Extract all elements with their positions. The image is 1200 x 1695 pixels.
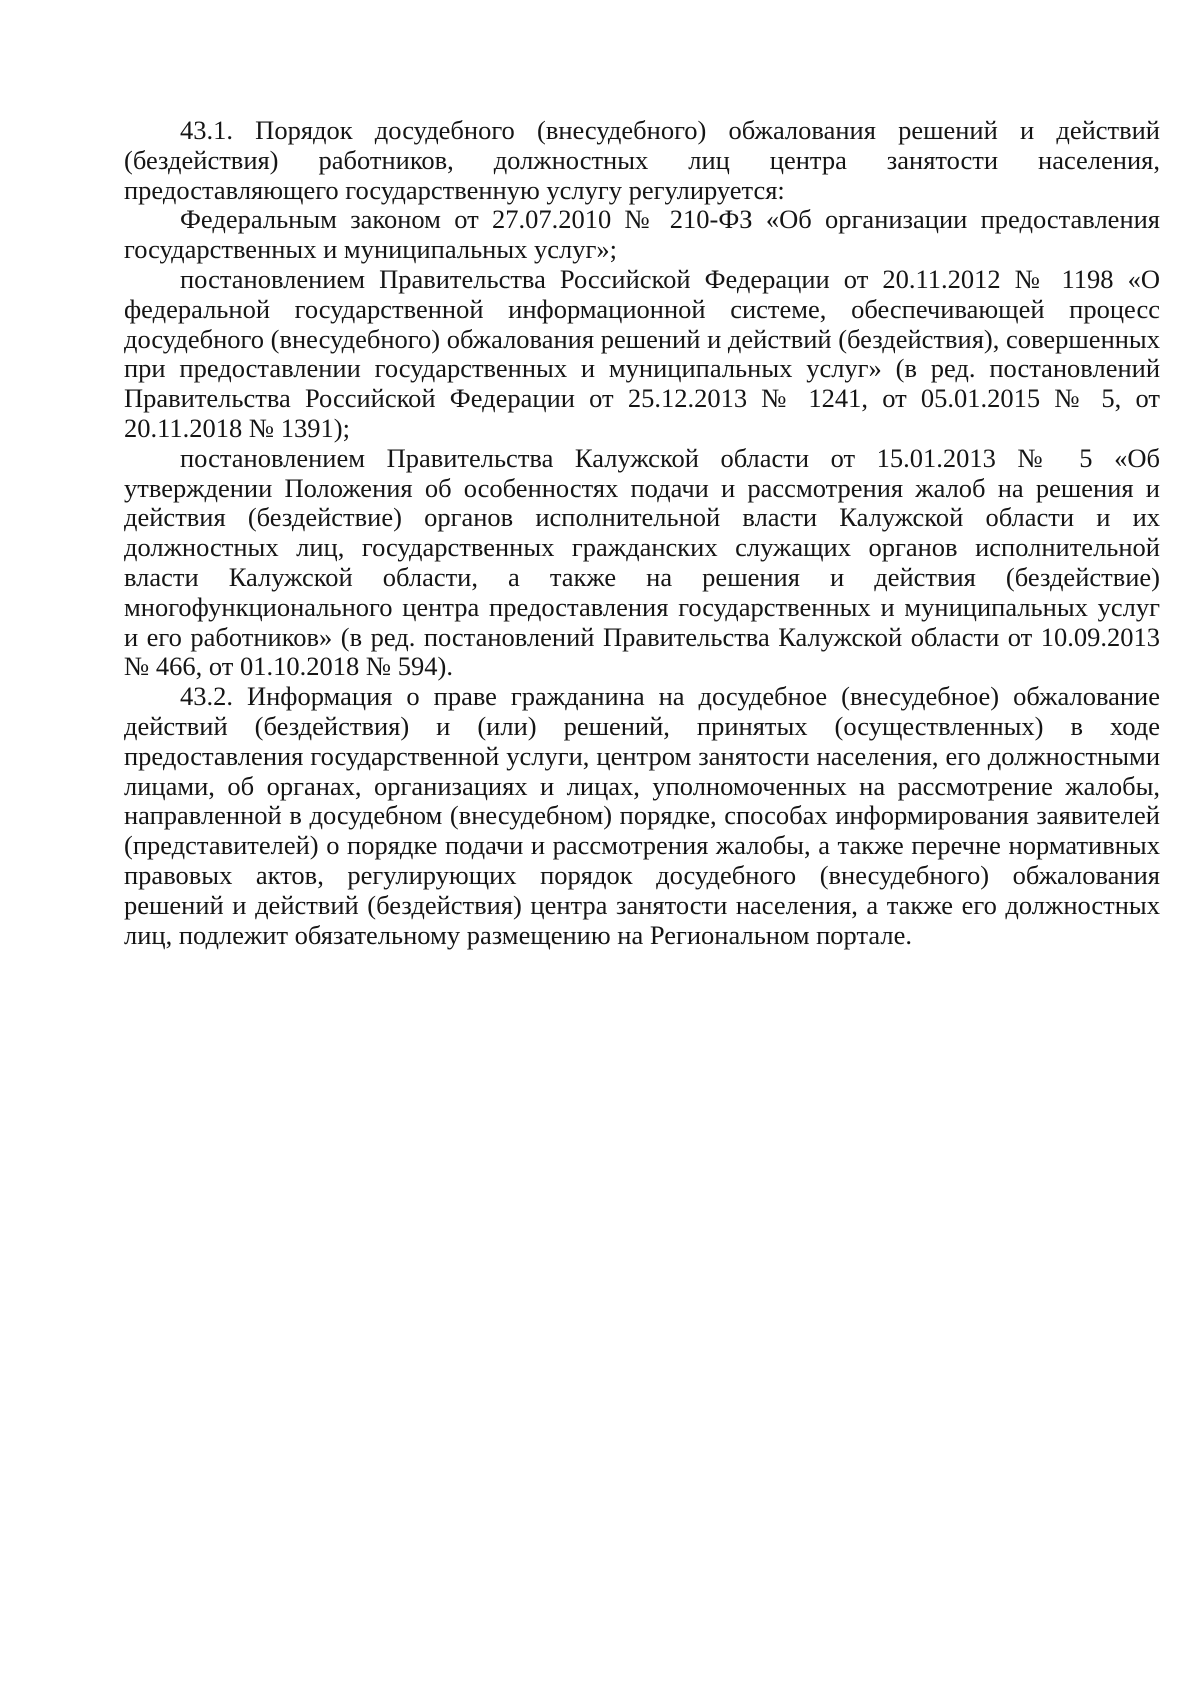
paragraph-kaluga-government-resolution: постановлением Правительства Калужской области от 15.01.2013 № 5 «Об утверждении Положения об особенностях подачи и рассмотрения жалоб на решения и действия (бездействие) органов исполнительной власти Калужской области и их должностных лиц, государственных гражданских служащих органов исполнительной власти Калужской области, а также на решения и действия (бездействие) многофункционального центра предоставления государственных и муниципальных услуг и его работников» (в ред. постановлений Правительства Калужской области от 10.09.2013 № 466, от 01.10.2018 № 594). — [124, 442, 1160, 682]
paragraph-43-2: 43.2. Информация о праве гражданина на досудебное (внесудебное) обжалование действий (бездействия) и (или) решений, принятых (осуществленных) в ходе предоставления государственной услуги, центром занятости населения, его должностными лицами, об органах, организациях и лицах, уполномоченных на рассмотрение жалобы, направленной в досудебном (внесудебном) порядке, способах информирования заявителей (представителей) о порядке подачи и рассмотрения жалобы, а также перечне нормативных правовых актов, регулирующих порядок досудебного (внесудебного) обжалования решений и действий (бездействия) центра занятости населения, а также его должностных лиц, подлежит обязательному размещению на Региональном портале. — [124, 681, 1160, 950]
paragraph-rf-government-resolution: постановлением Правительства Российской Федерации от 20.11.2012 № 1198 «О федеральной государственной информационной системе, обеспечивающей процесс досудебного (внесудебного) обжалования решений и действий (бездействия), совершенных при предоставлении государственных и муниципальных услуг» (в ред. постановлений Правительства Российской Федерации от 25.12.2013 № 1241, от 05.01.2015 № 5, от 20.11.2018 № 1391); — [124, 263, 1160, 443]
paragraph-federal-law: Федеральным законом от 27.07.2010 № 210-ФЗ «Об организации предоставления государственных и муниципальных услуг»; — [124, 204, 1160, 265]
paragraph-43-1: 43.1. Порядок досудебного (внесудебного) обжалования решений и действий (бездействия) работников, должностных лиц центра занятости населения, предоставляющего государственную услугу регулируется: — [124, 115, 1160, 205]
document-page — [124, 116, 1160, 950]
